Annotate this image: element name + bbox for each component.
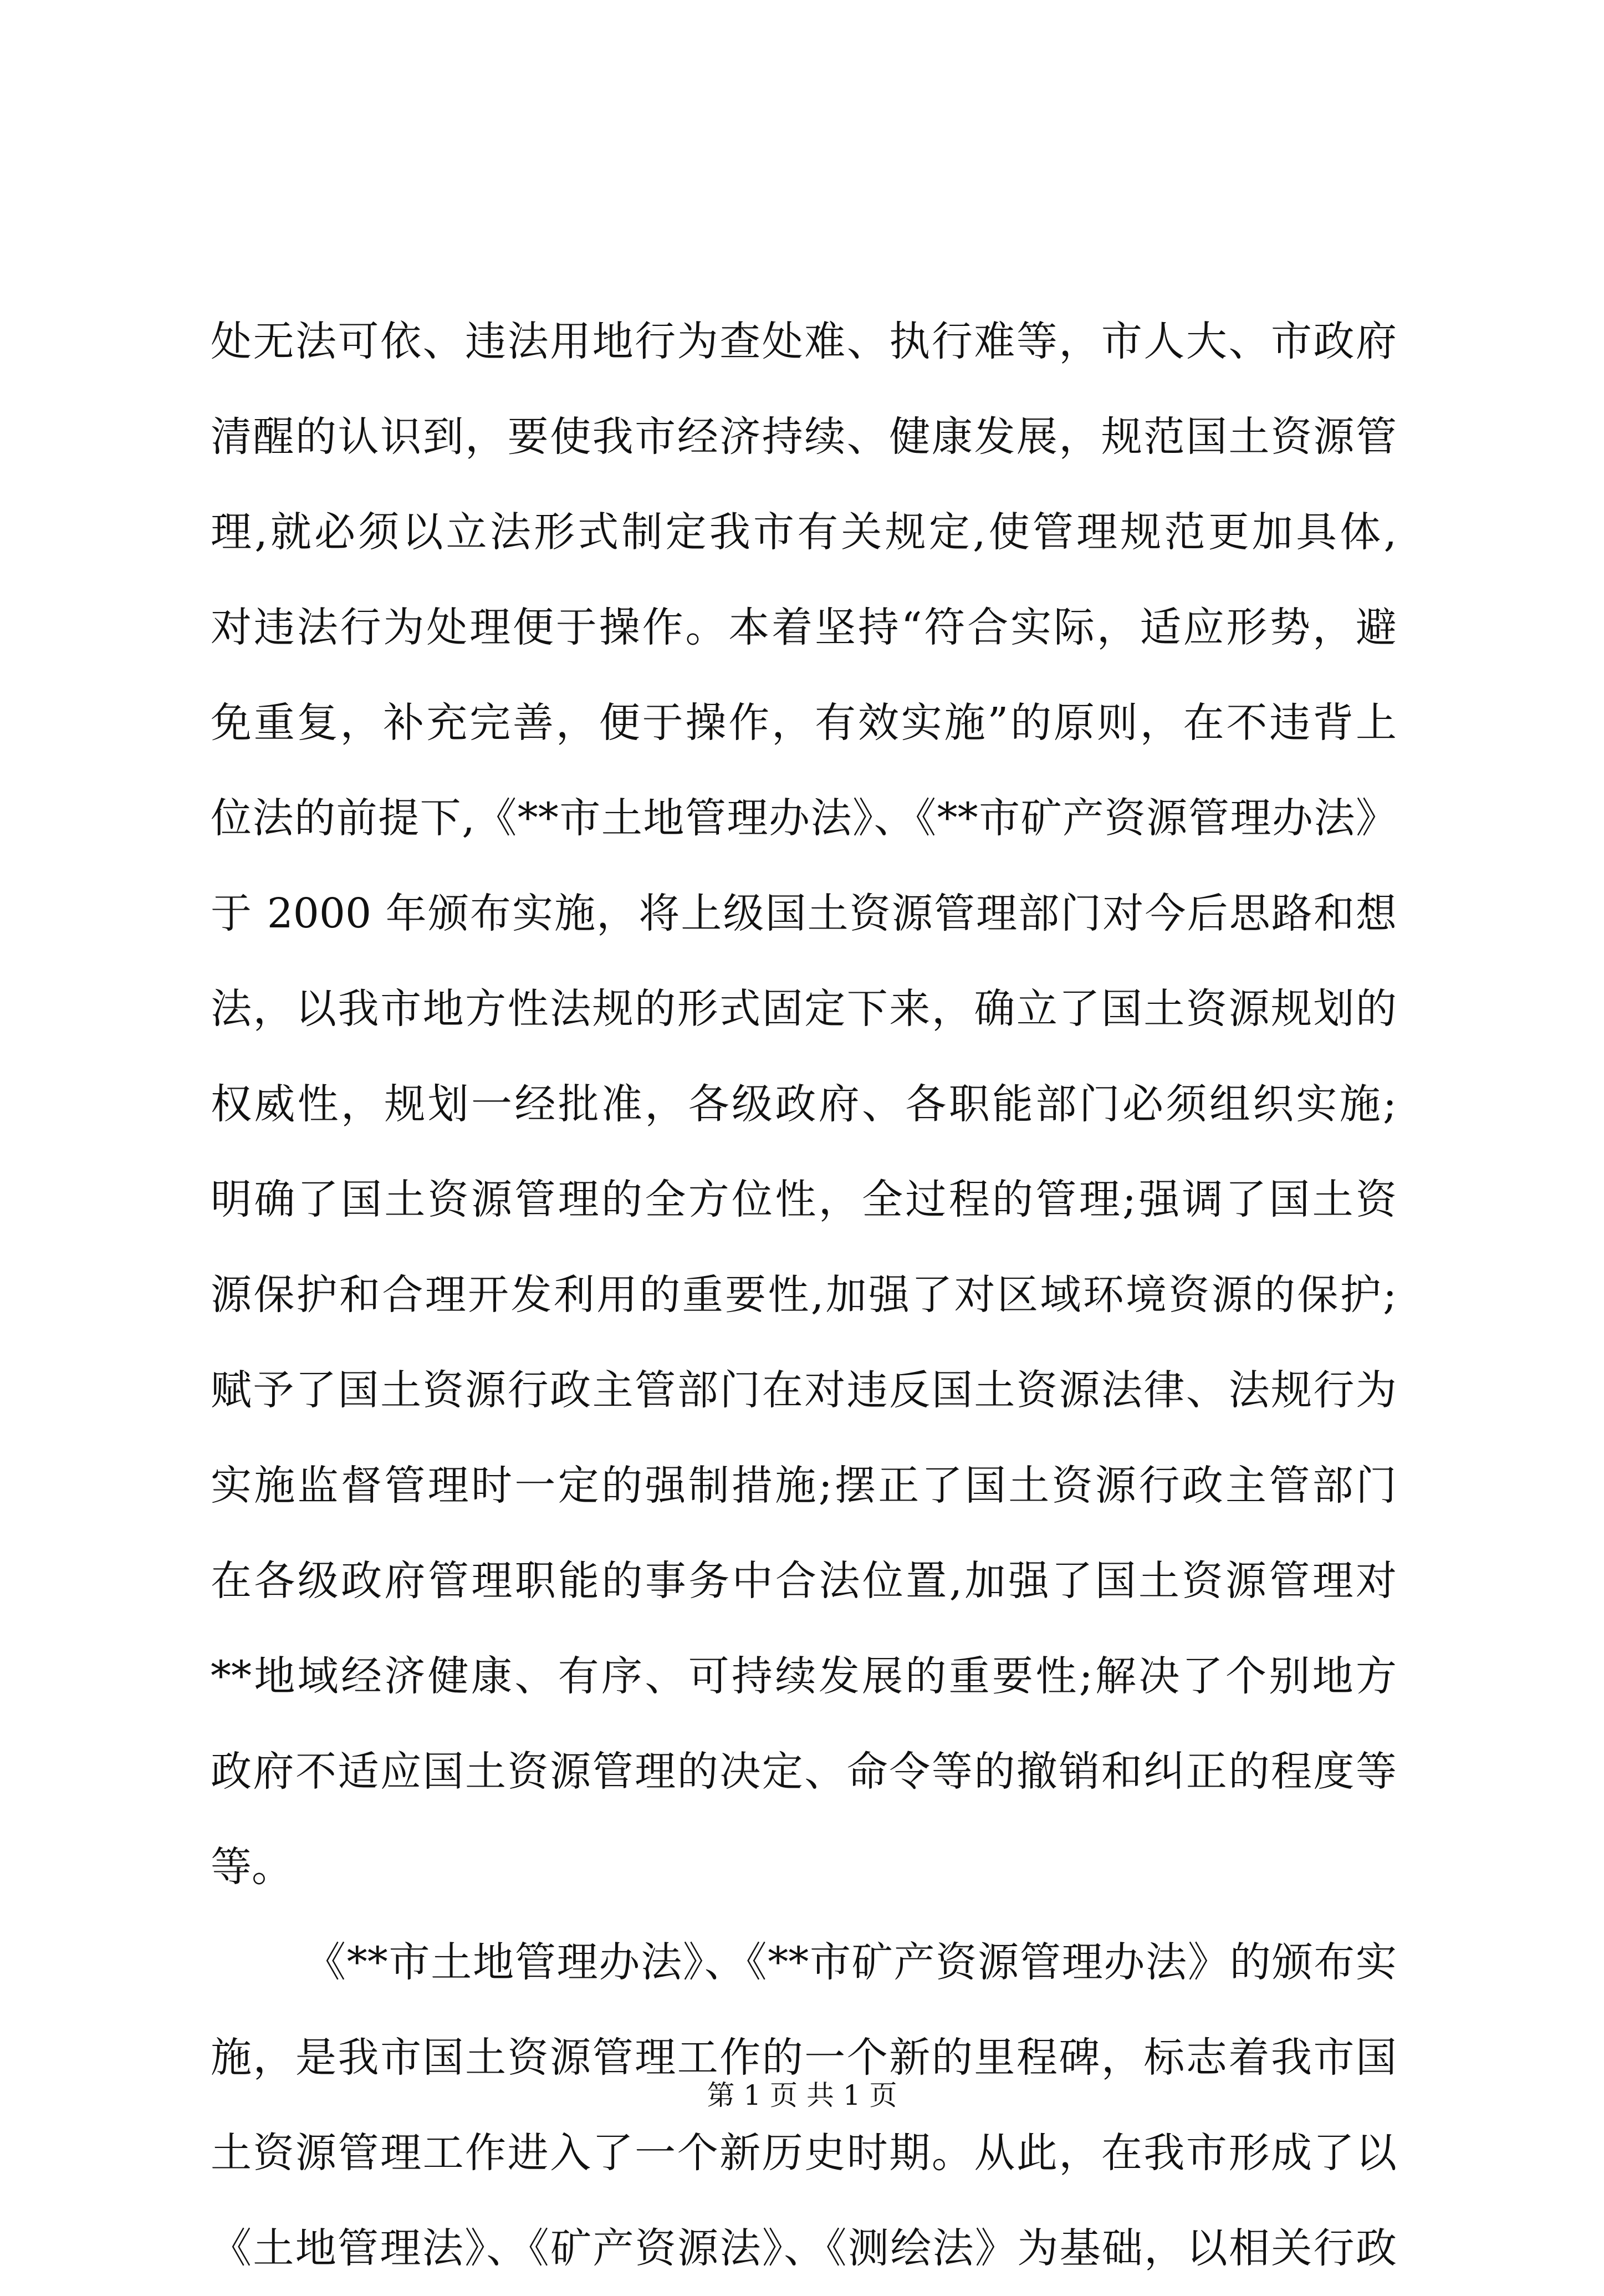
page-footer: [0, 2076, 1604, 2115]
text-line: 位法的前提下,《**市土地管理办法》、《**市矿产资源管理办法》: [211, 794, 1397, 842]
text-line: 实施监督管理时一定的强制措施;摆正了国土资源行政主管部门: [211, 1462, 1397, 1509]
text-line: 清醒的认识到，要使我市经济持续、健康发展，规范国土资源管: [211, 413, 1397, 461]
text-line: 于 2000 年颁布实施，将上级国土资源管理部门对今后思路和想: [211, 890, 1397, 937]
text-line: 源保护和合理开发利用的重要性,加强了对区域环境资源的保护;: [211, 1271, 1397, 1319]
text-line: 政府不适应国土资源管理的决定、命令等的撤销和纠正的程度等: [211, 1748, 1397, 1795]
page-number-label: 第 1 页 共 1 页: [707, 2079, 897, 2111]
text-line: 免重复，补充完善，便于操作，有效实施”的原则，在不违背上: [211, 699, 1397, 747]
text-line: 赋予了国土资源行政主管部门在对违反国土资源法律、法规行为: [211, 1366, 1397, 1414]
text-line: 法，以我市地方性法规的形式固定下来，确立了国土资源规划的: [211, 985, 1397, 1033]
text-line: 土资源管理工作进入了一个新历史时期。从此，在我市形成了以: [211, 2129, 1397, 2177]
text-line: 《**市土地管理办法》、《**市矿产资源管理办法》的颁布实: [305, 1938, 1397, 1986]
text-line: 施，是我市国土资源管理工作的一个新的里程碑，标志着我市国: [211, 2034, 1397, 2081]
text-line: 明确了国土资源管理的全方位性，全过程的管理;强调了国土资: [211, 1176, 1397, 1223]
document-body: [211, 294, 1397, 2296]
text-line: 等。: [211, 1843, 293, 1891]
text-line: 理,就必须以立法形式制定我市有关规定,使管理规范更加具体,: [211, 508, 1397, 556]
text-line: 处无法可依、违法用地行为查处难、执行难等，市人大、市政府: [211, 318, 1397, 365]
text-line: 《土地管理法》、《矿产资源法》、《测绘法》为基础，以相关行政: [211, 2224, 1397, 2272]
text-line: **地域经济健康、有序、可持续发展的重要性;解决了个别地方: [211, 1652, 1397, 1700]
text-line: 对违法行为处理便于操作。本着坚持“符合实际，适应形势，避: [211, 604, 1397, 651]
text-line: 在各级政府管理职能的事务中合法位置,加强了国土资源管理对: [211, 1557, 1397, 1605]
text-line: 权威性，规划一经批准，各级政府、各职能部门必须组织实施;: [211, 1080, 1397, 1128]
